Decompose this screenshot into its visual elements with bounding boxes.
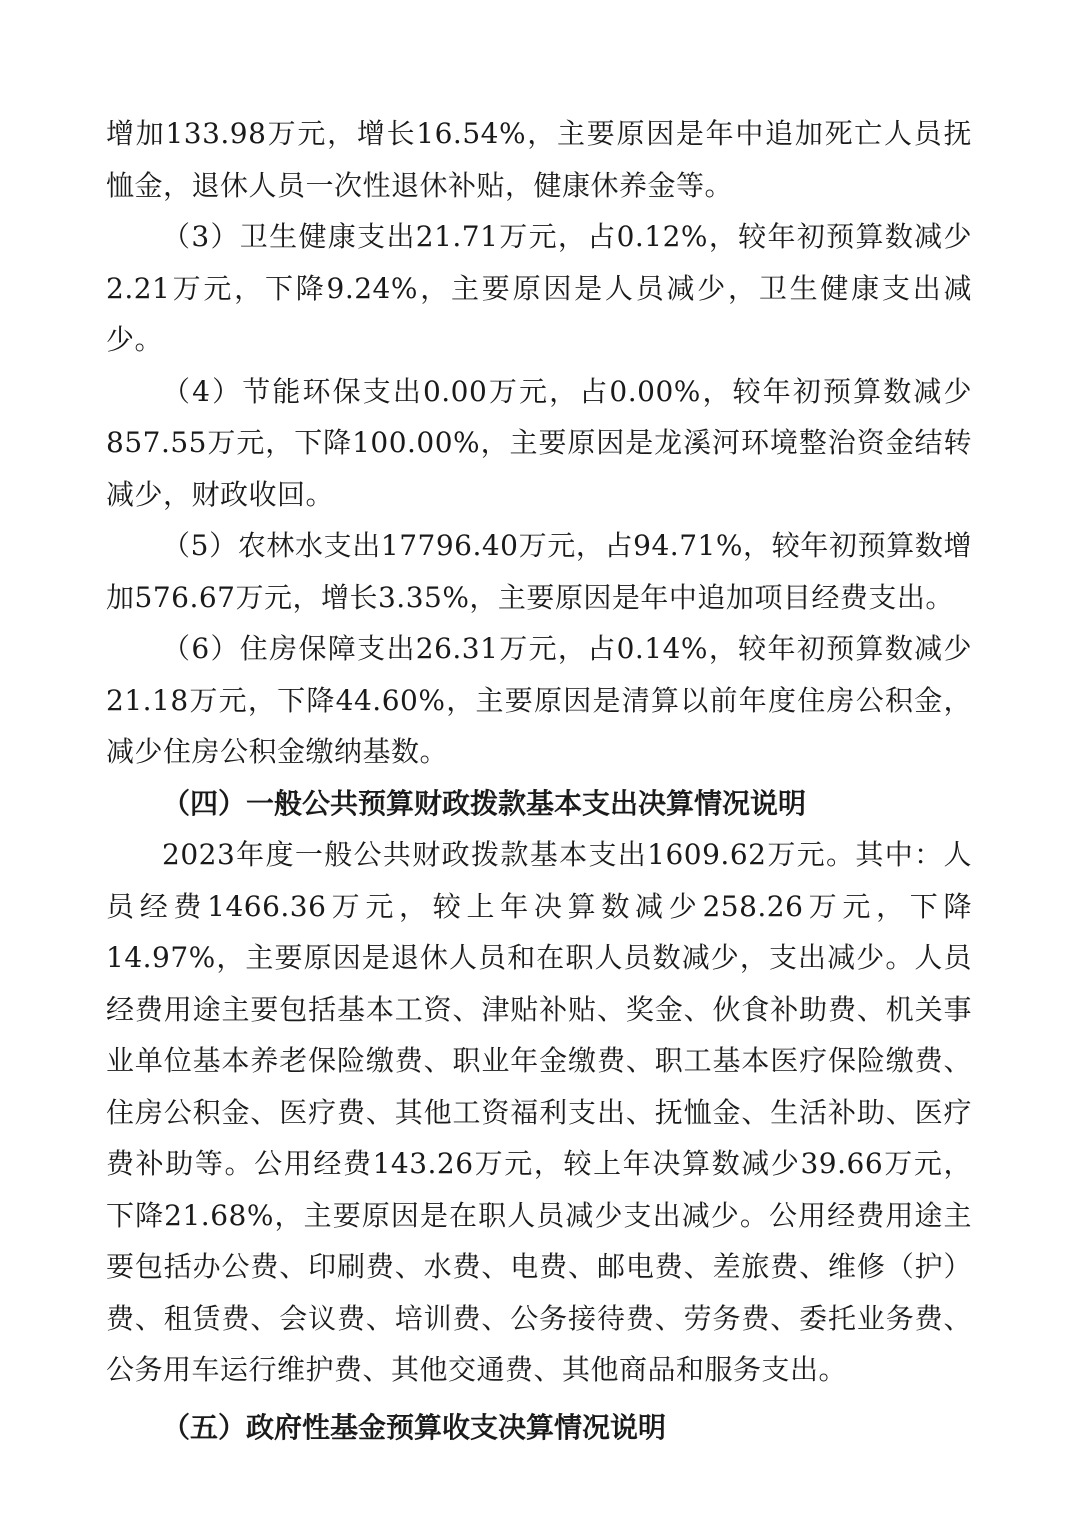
paragraph-housing-expenditure: （6）住房保障支出26.31万元，占0.14%，较年初预算数减少21.18万元，下降44.60%，主要原因是清算以前年度住房公积金，减少住房公积金缴纳基数。 xyxy=(106,632,972,768)
document-page xyxy=(106,108,972,1453)
paragraph-continued: 增加133.98万元，增长16.54%，主要原因是年中追加死亡人员抚恤金，退休人员一次性退休补贴，健康休养金等。 xyxy=(106,117,972,202)
paragraph-basic-expenditure: 2023年度一般公共财政拨款基本支出1609.62万元。其中：人员经费1466.36万元，较上年决算数减少258.26万元，下降14.97%，主要原因是退休人员和在职人员数减少，支出减少。人员经费用途主要包括基本工资、津贴补贴、奖金、伙食补助费、机关事业单位基本养老保险缴费、职业年金缴费、职工基本医疗保险缴费、住房公积金、医疗费、其他工资福利支出、抚恤金、生活补助、医疗费补助等。公用经费143.26万元，较上年决算数减少39.66万元，下降21.68%，主要原因是在职人员减少支出减少。公用经费用途主要包括办公费、印刷费、水费、电费、邮电费、差旅费、维修（护）费、租赁费、会议费、培训费、公务接待费、劳务费、委托业务费、公务用车运行维护费、其他交通费、其他商品和服务支出。 xyxy=(106,838,972,1386)
paragraph-agriculture-expenditure: （5）农林水支出17796.40万元，占94.71%，较年初预算数增加576.67万元，增长3.35%，主要原因是年中追加项目经费支出。 xyxy=(106,529,972,614)
paragraph-health-expenditure: （3）卫生健康支出21.71万元，占0.12%，较年初预算数减少2.21万元，下降9.24%，主要原因是人员减少，卫生健康支出减少。 xyxy=(106,220,972,356)
paragraph-environment-expenditure: （4）节能环保支出0.00万元，占0.00%，较年初预算数减少857.55万元，下降100.00%，主要原因是龙溪河环境整治资金结转减少，财政收回。 xyxy=(106,374,972,511)
section-heading-4: （四）一般公共预算财政拨款基本支出决算情况说明 xyxy=(162,786,807,820)
section-heading-5: （五）政府性基金预算收支决算情况说明 xyxy=(162,1410,667,1444)
